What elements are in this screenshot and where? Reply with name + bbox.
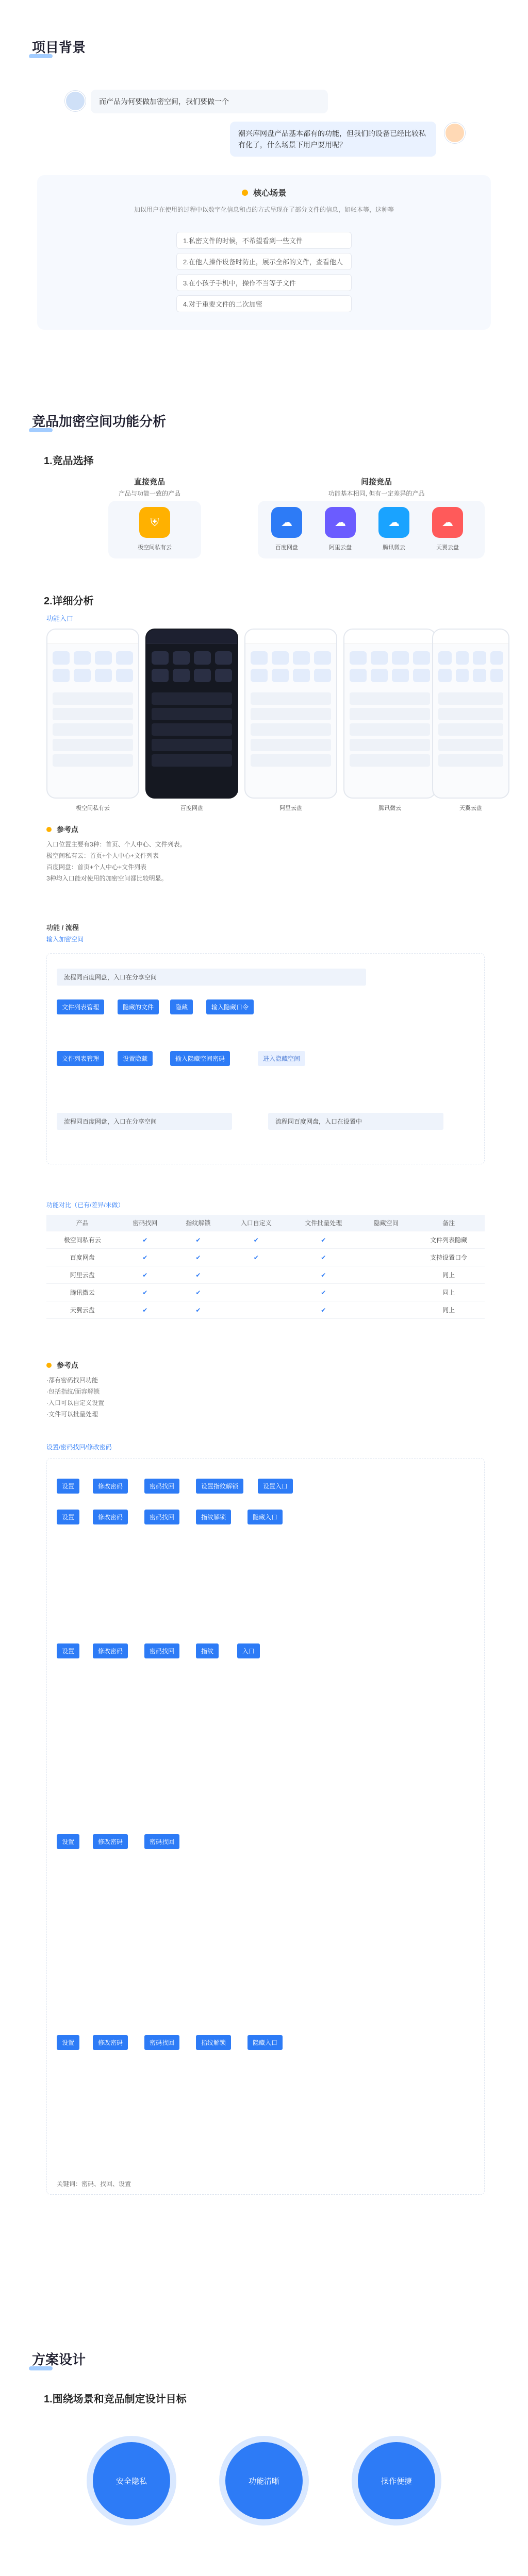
table-cell: 极空间私有云 [46,1231,119,1249]
core-bullet: 3.在小孩子手机中，操作不当等子文件 [176,274,352,291]
table-row [46,1249,485,1266]
goal-convenience: 操作便捷 [358,2442,435,2519]
section-title-design [32,2349,86,2368]
settings-step: 设置 [57,1834,79,1849]
core-scene-title [37,187,491,198]
dot-icon [46,827,52,832]
section-title-text: 方案设计 [32,2352,86,2367]
settings-step: 隐藏入口 [248,1510,283,1524]
settings-step: 入口 [237,1643,260,1658]
table-header-row [46,1215,485,1231]
table-header: 指纹解锁 [172,1215,225,1231]
section-title-text: 项目背景 [32,40,86,55]
settings-step: 设置指纹解锁 [196,1479,243,1494]
table-row [46,1266,485,1284]
settings-step: 修改密码 [93,1479,128,1494]
cloud-app-icon: ☁ [325,507,356,538]
avatar [444,123,465,143]
settings-step: 指纹解锁 [196,2035,231,2050]
ref-line: ·都有密码找回功能 [46,1377,98,1384]
flow-note: 流程同百度网盘，入口在分享空间 [57,969,366,986]
table-cell [225,1266,287,1284]
indirect-apps-card [258,501,485,558]
table-cell [359,1301,412,1319]
settings-step: 指纹 [196,1643,219,1658]
indirect-app-name: 腾讯微云 [383,545,405,551]
settings-step: 隐藏入口 [248,2035,283,2050]
settings-step: 修改密码 [93,1834,128,1849]
table-cell: ✔ [172,1249,225,1266]
cloud-app-icon: ☁ [432,507,463,538]
indirect-app-name: 阿里云盘 [329,545,352,551]
table-header: 产品 [46,1215,119,1231]
ref-block [46,824,186,884]
phone-screenshot [432,629,509,799]
table-cell: ✔ [287,1266,359,1284]
phone-caption: 极空间私有云 [76,805,110,811]
table-cell: ✔ [119,1266,172,1284]
flow-sub: 输入加密空间 [46,936,84,943]
direct-app-name: 极空间私有云 [138,545,172,551]
dot-icon [46,1363,52,1368]
core-scene-title-text: 核心场景 [253,189,287,198]
table-cell: 同上 [412,1301,485,1319]
table-title: 功能对比（已有/差异/未做） [46,1201,124,1209]
settings-note: 关键词：密码、找回、设置 [57,2180,131,2188]
phone-screenshot [46,629,139,799]
core-scene-panel [37,175,491,330]
section-title-text: 竞品加密空间功能分析 [32,414,167,429]
concern-bubble: 潮兴库网盘产品基本都有的功能，但我们的设备已经比较私有化了，什么场景下用户要用呢？ [230,122,436,157]
core-bullet: 2.在他人操作设备时防止，展示全部的文件，查看他人 [176,253,352,270]
table-cell: 同上 [412,1284,485,1301]
table-cell: ✔ [172,1284,225,1301]
table-cell: ✔ [119,1249,172,1266]
goal-clarity: 功能清晰 [225,2442,303,2519]
ref-line: 极空间私有云：首页+个人中心+文件列表 [46,852,159,859]
phone-caption: 阿里云盘 [279,805,302,811]
table-row [46,1231,485,1249]
phone-caption: 天翼云盘 [459,805,482,811]
core-dot-icon [242,190,248,196]
table-header: 入口自定义 [225,1215,287,1231]
table-cell: ✔ [172,1266,225,1284]
table-cell: 支持设置口令 [412,1249,485,1266]
table-cell [225,1301,287,1319]
indirect-label: 间接竞品 [360,478,392,486]
table-header: 文件批量处理 [287,1215,359,1231]
table-cell: ✔ [287,1231,359,1249]
ref-line: ·入口可以自定义设置 [46,1399,104,1406]
core-bullets [176,232,352,312]
settings-step: 密码找回 [144,1479,179,1494]
table-cell: 腾讯微云 [46,1284,119,1301]
entry-label: 功能入口 [46,615,74,622]
table-cell: ✔ [225,1231,287,1249]
phone-caption: 百度网盘 [180,805,203,811]
table-cell: ✔ [287,1301,359,1319]
cloud-app-icon: ☁ [271,507,302,538]
ref-title [46,1360,104,1370]
table-cell: 天翼云盘 [46,1301,119,1319]
settings-step: 设置 [57,2035,79,2050]
table-cell [359,1231,412,1249]
section-title-competitive [32,411,166,430]
settings-step: 设置入口 [258,1479,293,1494]
ref-line: ·文件可以批量处理 [46,1411,98,1418]
table-header: 隐藏空间 [359,1215,412,1231]
table-cell [225,1284,287,1301]
ref-title [46,824,186,835]
settings-step: 指纹解锁 [196,1510,231,1524]
flow-note: 流程同百度网盘，入口在设置中 [268,1113,443,1130]
table-cell: ✔ [172,1231,225,1249]
ref-title-text: 参考点 [56,1361,78,1369]
table-cell: ✔ [172,1301,225,1319]
settings-step: 设置 [57,1479,79,1494]
table-cell: ✔ [119,1284,172,1301]
core-bullet: 4.对于重要文件的二次加密 [176,295,352,312]
settings-step: 设置 [57,1510,79,1524]
table-cell [359,1266,412,1284]
flow-note: 流程同百度网盘，入口在分享空间 [57,1113,232,1130]
table-cell: ✔ [287,1249,359,1266]
avatar [65,91,86,111]
flow-step: 进入隐藏空间 [258,1051,305,1066]
table-cell: 阿里云盘 [46,1266,119,1284]
indirect-app-name: 百度网盘 [275,545,298,551]
core-bullet: 1.私密文件的时候，不希望看到一些文件 [176,232,352,249]
table-cell: ✔ [225,1249,287,1266]
ref-line: 入口位置主要有3种：首页、个人中心、文件列表。 [46,841,186,848]
table-row [46,1301,485,1319]
table-cell [359,1284,412,1301]
indirect-sub: 功能基本相同, 但有一定差异的产品 [328,490,425,497]
flow-step: 设置隐藏 [118,1051,153,1066]
direct-sub: 产品与功能一致的产品 [118,490,180,497]
settings-title: 设置/密码找回/修改密码 [46,1444,112,1451]
shield-app-icon: ⛨ [139,507,170,538]
table-cell: ✔ [119,1231,172,1249]
flow-step: 输入隐藏空间密码 [170,1051,230,1066]
settings-step: 设置 [57,1643,79,1658]
core-scene-desc: 加以用户在使用的过程中以数字化信息和点的方式呈现在了部分文件的信息，如帐本等，这种等 [134,206,394,213]
table-cell: 同上 [412,1266,485,1284]
table-cell [359,1249,412,1266]
ref-line: 3种均入口能对使用的加密空间都比较明显。 [46,875,168,882]
settings-step: 修改密码 [93,1510,128,1524]
goal-security: 安全隐私 [93,2442,170,2519]
settings-flow-area [46,1458,485,2195]
table-cell: ✔ [119,1301,172,1319]
settings-step: 密码找回 [144,1510,179,1524]
phone-screenshot [343,629,436,799]
phone-screenshot [244,629,337,799]
ref-block [46,1360,104,1420]
flow-step: 文件列表管理 [57,999,104,1014]
table-row [46,1284,485,1301]
settings-step: 密码找回 [144,1643,179,1658]
flow-step: 隐藏的文件 [118,999,159,1014]
direct-app-card [108,501,201,558]
settings-step: 修改密码 [93,1643,128,1658]
direct-label: 直接竞品 [134,478,165,486]
table-cell: ✔ [287,1284,359,1301]
table-header: 备注 [412,1215,485,1231]
direct-competitor [98,476,201,498]
table-header: 密码找回 [119,1215,172,1231]
ref-title-text: 参考点 [56,825,78,834]
settings-step: 密码找回 [144,2035,179,2050]
table-cell: 百度网盘 [46,1249,119,1266]
ref-line: ·包括指纹/面容解锁 [46,1388,100,1395]
user-question-bubble: 而产品为何要做加密空间，我们要做一个 [91,90,328,113]
table-cell: 文件列表隐藏 [412,1231,485,1249]
phone-screenshot [145,629,238,799]
indirect-app-name: 天翼云盘 [436,545,459,551]
flow-step: 隐藏 [170,999,193,1014]
sub-title-selection: 1.竞品选择 [44,455,94,467]
flow-step: 输入隐藏口令 [206,999,254,1014]
comparison-table [46,1215,485,1319]
section-title-background [32,37,86,56]
indirect-competitor [268,476,485,498]
settings-step: 修改密码 [93,2035,128,2050]
cloud-app-icon: ☁ [378,507,409,538]
flow-title: 功能 / 流程 [46,924,79,931]
ref-line: 百度网盘：首页+个人中心+文件列表 [46,863,147,871]
sub-title-detail: 2.详细分析 [44,596,94,607]
settings-step: 密码找回 [144,1834,179,1849]
flow-step: 文件列表管理 [57,1051,104,1066]
sub-title-goals: 1.围绕场景和竞品制定设计目标 [44,2394,187,2405]
phone-caption: 腾讯微云 [378,805,401,811]
